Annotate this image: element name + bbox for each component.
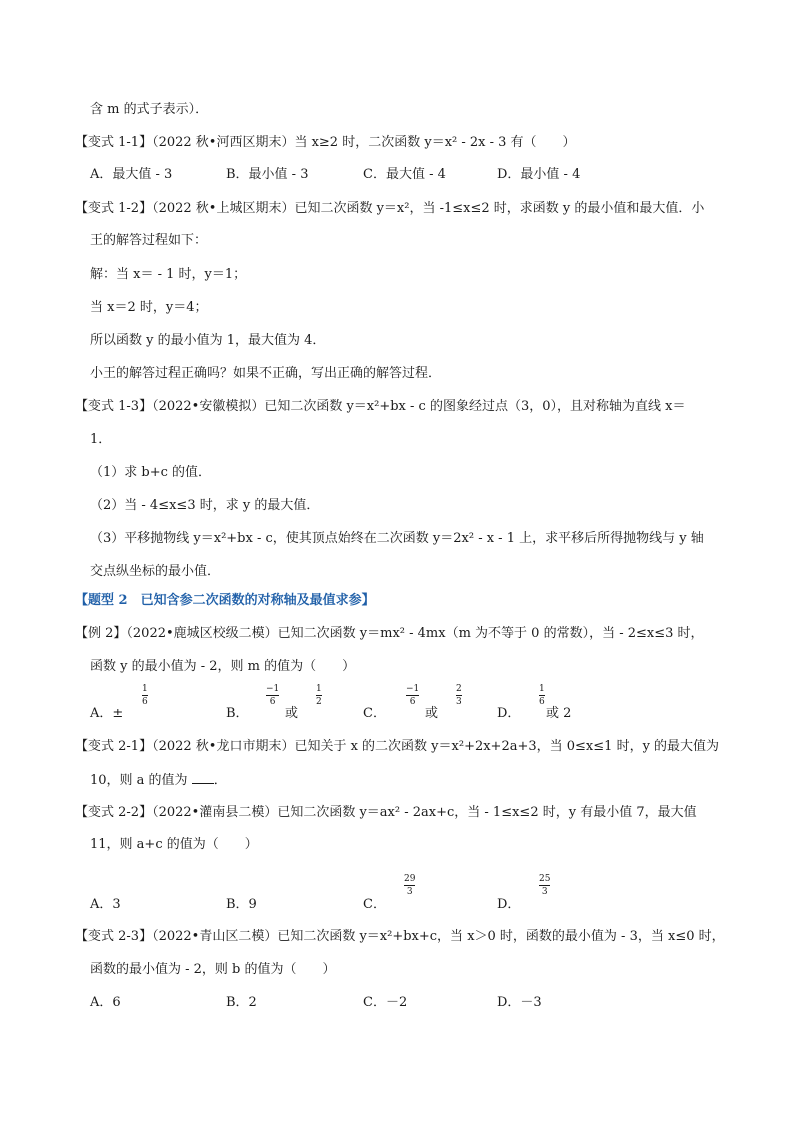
text-line: 小王的解答过程正确吗？如果不正确，写出正确的解答过程． [90, 366, 442, 381]
fraction [539, 874, 550, 897]
question-v2-3: 【变式 2-3】（2022•青山区二模）已知二次函数 y＝x²+bx+c，当 x＞0 时，函数的最小值为 - 3，当 x≤0 时， [75, 929, 725, 944]
denominator: 6 [539, 697, 545, 707]
question-v1-3: 【变式 1-3】（2022•安徽模拟）已知二次函数 y＝x²+bx - c 的图象经过点（3，0），且对称轴为直线 x＝ [75, 399, 686, 414]
answer-blank[interactable] [192, 771, 214, 784]
question-v2-1: 【变式 2-1】（2022 秋•龙口市期末）已知关于 x 的二次函数 y＝x²+2x+2a+3，当 0≤x≤1 时，y 的最大值为 [75, 739, 720, 754]
option-a: A．最大值 - 3 [90, 167, 173, 182]
fraction [316, 684, 322, 707]
option-a: A．3 [90, 897, 121, 912]
fraction [539, 684, 545, 707]
or-text: 或 [425, 706, 439, 721]
option-d: D． [497, 897, 521, 912]
fraction-bar [404, 885, 415, 886]
option-b: B．9 [226, 897, 257, 912]
numerator: 25 [539, 874, 551, 884]
question-v2-2: 【变式 2-2】（2022•灌南县二模）已知二次函数 y＝ax² - 2ax+c，当 - 1≤x≤2 时，y 有最小值 7，最大值 [75, 805, 697, 820]
option-c: C．－2 [363, 995, 408, 1010]
text-line: 函数 y 的最小值为 - 2，则 m 的值为（ ） [90, 659, 356, 674]
option-b: B．2 [226, 995, 257, 1010]
fraction-bar [539, 885, 550, 886]
fraction-bar [539, 695, 545, 696]
option-c: C．最大值 - 4 [363, 167, 446, 182]
fraction-bar [142, 695, 148, 696]
denominator: 6 [142, 697, 148, 707]
fraction [404, 874, 415, 897]
option-b: B． [226, 706, 249, 721]
numerator: −1 [266, 684, 280, 694]
text-line: （1）求 b+c 的值． [90, 465, 212, 480]
option-a: A．6 [90, 995, 121, 1010]
fraction [142, 684, 148, 707]
text-line: 函数的最小值为 - 2，则 b 的值为（ ） [90, 962, 336, 977]
fraction [406, 684, 419, 707]
text-line: 当 x＝2 时，y＝4； [90, 300, 208, 315]
text-line: 王的解答过程如下： [90, 233, 208, 248]
numerator: 1 [142, 684, 148, 694]
option-c: C． [363, 897, 386, 912]
denominator: 3 [541, 887, 548, 897]
option-d: D． [497, 706, 521, 721]
text-line: 含 m 的式子表示）． [90, 102, 209, 117]
numerator: 1 [539, 684, 545, 694]
option-a: A．± [90, 706, 124, 721]
text-span: ． [213, 773, 227, 788]
numerator: 2 [456, 684, 462, 694]
fraction [456, 684, 462, 707]
option-b: B．最小值 - 3 [226, 167, 309, 182]
text-line: （3）平移抛物线 y＝x²+bx - c，使其顶点始终在二次函数 y＝2x² - x - 1 上，求平移后所得抛物线与 y 轴 [90, 531, 704, 546]
text-line: 交点纵坐标的最小值． [90, 564, 221, 579]
fraction-bar [456, 695, 462, 696]
text-line [90, 771, 227, 790]
section-heading: 【题型 2 已知含参二次函数的对称轴及最值求参】 [75, 593, 375, 608]
text-span: 10，则 a 的值为 [90, 773, 192, 788]
option-c: C． [363, 706, 386, 721]
text-line: 11，则 a+c 的值为（ ） [90, 837, 258, 852]
denominator: 2 [316, 697, 322, 707]
denominator: 3 [456, 697, 462, 707]
text-line: 1． [90, 432, 112, 447]
fraction [266, 684, 279, 707]
or-text: 或 [285, 706, 299, 721]
example-2: 【例 2】（2022•鹿城区校级二模）已知二次函数 y＝mx² - 4mx（m 为不等于 0 的常数），当 - 2≤x≤3 时， [75, 626, 704, 641]
option-d: D．最小值 - 4 [497, 167, 581, 182]
option-d: D．－3 [497, 995, 542, 1010]
text-line: （2）当 - 4≤x≤3 时，求 y 的最大值． [90, 498, 320, 513]
fraction-bar [316, 695, 322, 696]
numerator: 29 [404, 874, 416, 884]
text-line: 解：当 x＝ - 1 时，y＝1； [90, 267, 247, 282]
fraction-bar [266, 695, 279, 696]
denominator: 6 [409, 697, 416, 707]
denominator: 6 [269, 697, 276, 707]
text-line: 所以函数 y 的最小值为 1，最大值为 4． [90, 333, 326, 348]
numerator: −1 [406, 684, 420, 694]
numerator: 1 [316, 684, 322, 694]
fraction-bar [406, 695, 419, 696]
question-v1-2: 【变式 1-2】（2022 秋•上城区期末）已知二次函数 y＝x²，当 -1≤x≤2 时，求函数 y 的最小值和最大值．小 [75, 201, 705, 216]
denominator: 3 [406, 887, 413, 897]
question-v1-1: 【变式 1-1】（2022 秋•河西区期末）当 x≥2 时，二次函数 y＝x² - 2x - 3 有（ ） [75, 135, 576, 150]
or-text: 或 2 [546, 706, 572, 721]
